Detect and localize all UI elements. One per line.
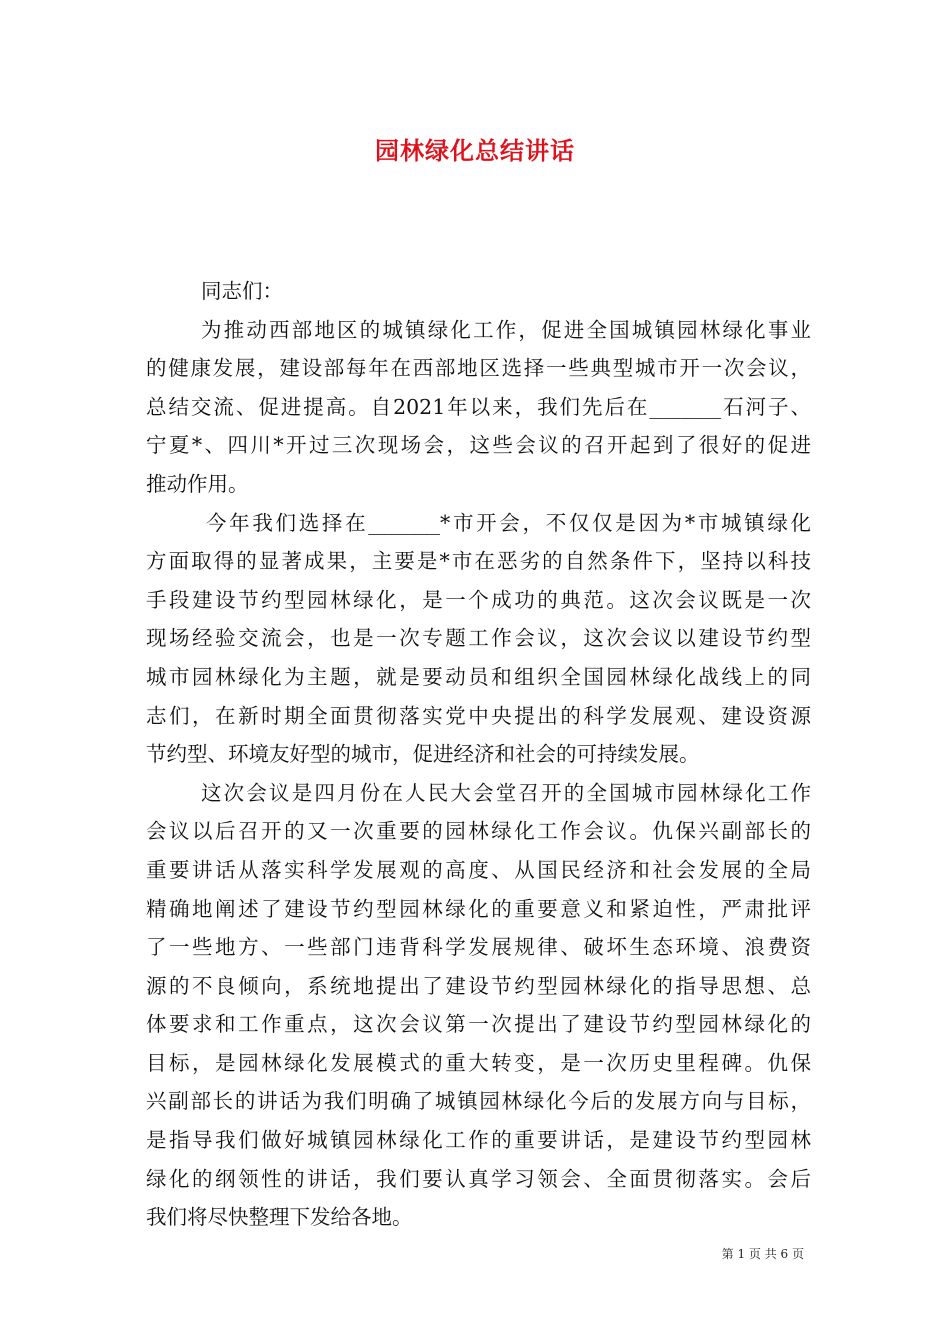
paragraph-3-line: 我们将尽快整理下发给各地。	[146, 1205, 413, 1230]
paragraph-3-line: 这次会议是四月份在人民大会堂召开的全国城市园林绿化工作	[201, 780, 811, 805]
document-body	[146, 272, 811, 1237]
paragraph-3-line: 兴副部长的讲话为我们明确了城镇园林绿化今后的发展方向与目标，	[146, 1089, 811, 1114]
paragraph-3-line: 了一些地方、一些部门违背科学发展规律、破坏生态环境、浪费资	[146, 935, 811, 960]
paragraph-3-line: 重要讲话从落实科学发展观的高度、从国民经济和社会发展的全局	[146, 857, 811, 882]
paragraph-1-line: 宁夏*、四川*开过三次现场会，这些会议的召开起到了很好的促进	[146, 433, 811, 458]
paragraph-1-line: 的健康发展，建设部每年在西部地区选择一些典型城市开一次会议，	[146, 356, 811, 381]
paragraph-2-line: 今年我们选择在_______*市开会，不仅仅是因为*市城镇绿化	[206, 510, 811, 535]
paragraph-3-line: 源的不良倾向，系统地提出了建设节约型园林绿化的指导思想、总	[146, 973, 811, 998]
paragraph-2-line: 城市园林绿化为主题，就是要动员和组织全国园林绿化战线上的同	[146, 664, 811, 689]
paragraph-2-line: 节约型、环境友好型的城市，促进经济和社会的可持续发展。	[146, 742, 700, 767]
paragraph-1-line: 推动作用。	[146, 471, 249, 496]
paragraph-2-line: 方面取得的显著成果，主要是*市在恶劣的自然条件下，坚持以科技	[146, 549, 811, 574]
paragraph-3-line: 绿化的纲领性的讲话，我们要认真学习领会、全面贯彻落实。会后	[146, 1166, 811, 1191]
paragraph-2-line: 志们，在新时期全面贯彻落实党中央提出的科学发展观、建设资源	[146, 703, 811, 728]
paragraph-3-line: 会议以后召开的又一次重要的园林绿化工作会议。仇保兴副部长的	[146, 819, 811, 844]
paragraph-3-line: 是指导我们做好城镇园林绿化工作的重要讲话，是建设节约型园林	[146, 1128, 811, 1153]
paragraph-1-line: 为推动西部地区的城镇绿化工作，促进全国城镇园林绿化事业	[201, 317, 811, 342]
document-title: 园林绿化总结讲话	[375, 137, 575, 165]
paragraph-3-line: 精确地阐述了建设节约型园林绿化的重要意义和紧迫性，严肃批评	[146, 896, 811, 921]
paragraph-3-line: 目标，是园林绿化发展模式的重大转变，是一次历史里程碑。仇保	[146, 1050, 811, 1075]
salutation: 同志们：	[201, 279, 283, 303]
page-number-footer: 第 1 页 共 6 页	[721, 1247, 804, 1261]
paragraph-2-line: 现场经验交流会，也是一次专题工作会议，这次会议以建设节约型	[146, 626, 811, 651]
paragraph-2-line: 手段建设节约型园林绿化，是一个成功的典范。这次会议既是一次	[146, 587, 811, 612]
paragraph-3-line: 体要求和工作重点，这次会议第一次提出了建设节约型园林绿化的	[146, 1012, 811, 1037]
paragraph-1-line: 总结交流、促进提高。自2021年以来，我们先后在_______石河子、	[146, 394, 811, 419]
